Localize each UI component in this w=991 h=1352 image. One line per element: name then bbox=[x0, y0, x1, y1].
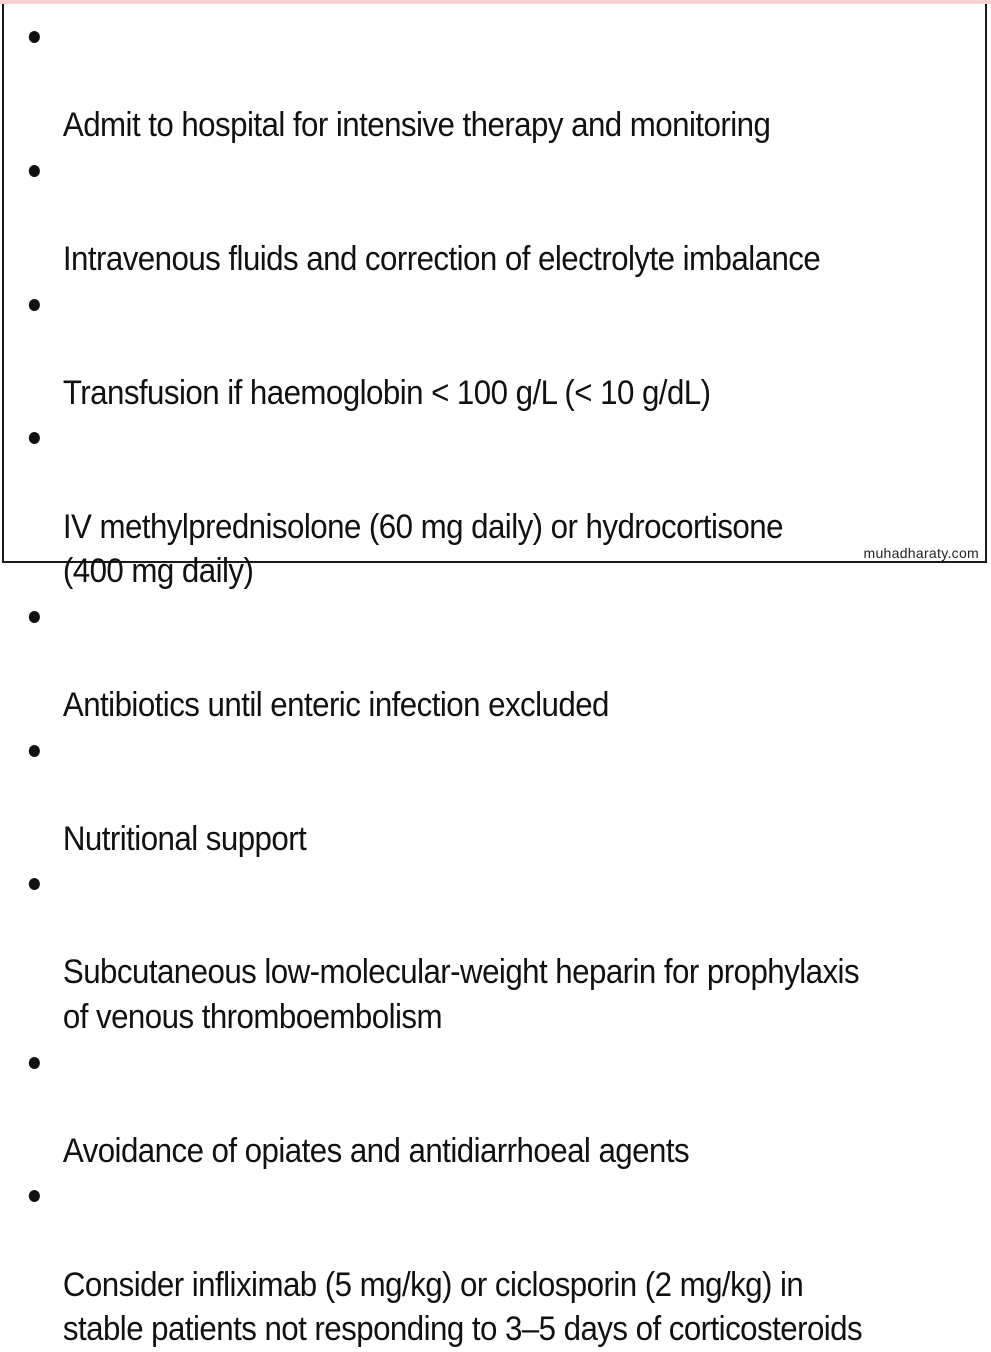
list-item bbox=[4, 14, 909, 148]
bullet-icon bbox=[29, 31, 40, 43]
list-item-text: Avoidance of opiates and antidiarrhoeal agents bbox=[62, 1131, 690, 1170]
bullet-icon bbox=[29, 432, 40, 444]
bullet-icon bbox=[29, 745, 40, 757]
list-item-text: IV methylprednisolone (60 mg daily) or hydrocortisone (400 mg daily) bbox=[62, 507, 783, 591]
list-item-text: Consider infliximab (5 mg/kg) or ciclosporin (2 mg/kg) in stable patients not responding to 3–5 days of corticosteroids bbox=[62, 1265, 863, 1349]
bullet-icon bbox=[29, 878, 40, 890]
list-item bbox=[4, 282, 909, 416]
list-item bbox=[4, 728, 909, 862]
bullet-icon bbox=[29, 299, 40, 311]
list-item bbox=[4, 148, 909, 282]
list-item-text: Antibiotics until enteric infection excluded bbox=[62, 685, 609, 724]
bullet-icon bbox=[29, 611, 40, 623]
bullet-icon bbox=[29, 1057, 40, 1069]
treatment-list bbox=[4, 14, 988, 1352]
bullet-icon bbox=[29, 1190, 40, 1202]
list-item bbox=[4, 861, 909, 1039]
list-item-text: Nutritional support bbox=[62, 819, 307, 858]
list-item-text: Transfusion if haemoglobin < 100 g/L (< 10 g/dL) bbox=[62, 373, 711, 412]
list-item-text: Admit to hospital for intensive therapy and monitoring bbox=[62, 106, 771, 145]
list-item-text: Intravenous fluids and correction of electrolyte imbalance bbox=[62, 239, 821, 278]
list-item bbox=[4, 1040, 909, 1174]
bullet-icon bbox=[29, 165, 40, 177]
list-item bbox=[4, 1173, 909, 1351]
list-item bbox=[4, 594, 909, 728]
list-item bbox=[4, 415, 909, 593]
list-item-text: Subcutaneous low-molecular-weight heparin for prophylaxis of venous thromboembolism bbox=[62, 953, 860, 1037]
watermark: muhadharaty.com bbox=[863, 545, 979, 561]
content-box bbox=[2, 4, 987, 1349]
